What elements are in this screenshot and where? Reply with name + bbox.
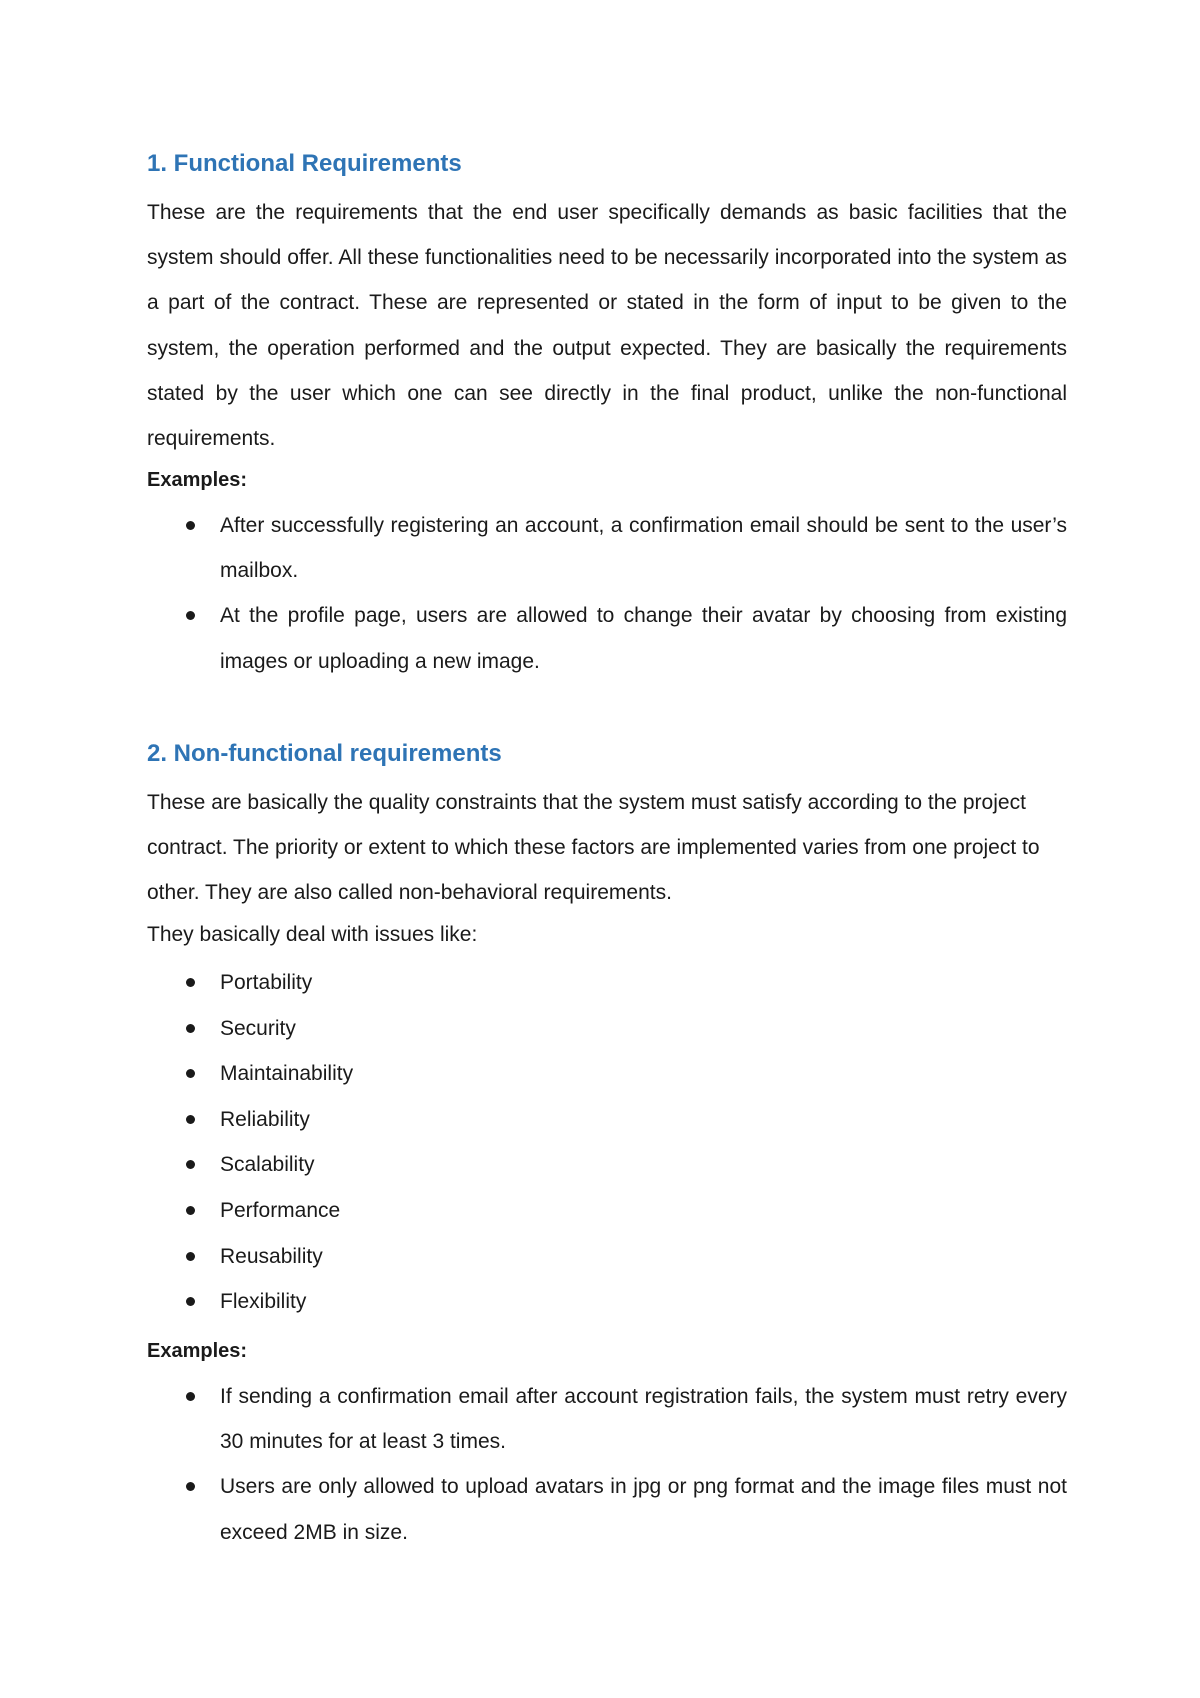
section-1-body: These are the requirements that the end user specifically demands as basic facilities that the system should offer. All these functionalities need to be necessarily incorporated into the system as a part of the contract. These are represented or stated in the form of input to be given to the system, the operation performed and the output expected. They are basically the requirements stated by the user which one can see directly in the final product, unlike the non-functional requirements. bbox=[147, 201, 1067, 451]
bullet-icon bbox=[186, 1069, 195, 1078]
bullet-icon bbox=[186, 1392, 195, 1401]
section-2-examples-list bbox=[147, 1374, 1067, 1555]
list-item-text: Reliability bbox=[220, 1107, 310, 1131]
bullet-icon bbox=[186, 521, 195, 530]
list-item bbox=[147, 1051, 1067, 1097]
list-item bbox=[147, 503, 1067, 593]
section-2-issues-list bbox=[147, 960, 1067, 1325]
list-item-text: Portability bbox=[220, 971, 313, 994]
bullet-icon bbox=[186, 1024, 195, 1033]
bullet-icon bbox=[186, 1252, 195, 1261]
list-item-text: After successfully registering an account, a confirmation email should be sent to the user’s mailbox. bbox=[220, 514, 1067, 583]
section-2-body: These are basically the quality constraints that the system must satisfy according to the project contract. The priority or extent to which these factors are implemented varies from one project to other. They are also called non-behavioral requirements. bbox=[147, 791, 1040, 905]
bullet-icon bbox=[186, 1482, 195, 1491]
list-item bbox=[147, 1188, 1067, 1234]
bullet-icon bbox=[186, 1206, 195, 1215]
list-item-text: Reusability bbox=[220, 1244, 323, 1268]
list-item-text: Performance bbox=[220, 1198, 341, 1222]
list-item-text: If sending a confirmation email after account registration fails, the system must retry every 30 minutes for at least 3 times. bbox=[220, 1385, 1067, 1454]
bullet-icon bbox=[186, 611, 195, 620]
list-item-text: Flexibility bbox=[220, 1290, 307, 1314]
list-item-text: Maintainability bbox=[220, 1062, 354, 1086]
section-1-heading: 1. Functional Requirements bbox=[147, 150, 462, 177]
section-2-examples-label: Examples: bbox=[147, 1340, 248, 1362]
list-item-text: At the profile page, users are allowed to change their avatar by choosing from existing images or uploading a new image. bbox=[220, 604, 1067, 673]
bullet-icon bbox=[186, 1115, 195, 1124]
bullet-icon bbox=[186, 1297, 195, 1306]
list-item bbox=[147, 1464, 1067, 1554]
list-item bbox=[147, 1097, 1067, 1143]
section-1-examples-list bbox=[147, 503, 1067, 684]
list-item bbox=[147, 960, 1067, 1006]
list-item bbox=[147, 1279, 1067, 1325]
section-1-examples-label: Examples: bbox=[147, 469, 248, 491]
list-item bbox=[147, 1142, 1067, 1188]
bullet-icon bbox=[186, 978, 195, 987]
section-2-heading: 2. Non-functional requirements bbox=[147, 740, 502, 767]
list-item-text: Scalability bbox=[220, 1153, 315, 1177]
bullet-icon bbox=[186, 1160, 195, 1169]
list-item bbox=[147, 1006, 1067, 1052]
list-item-text: Security bbox=[220, 1016, 296, 1040]
section-2-issues-intro: They basically deal with issues like: bbox=[147, 923, 478, 946]
list-item-text: Users are only allowed to upload avatars in jpg or png format and the image files must not exceed 2MB in size. bbox=[220, 1475, 1067, 1544]
list-item bbox=[147, 1374, 1067, 1464]
list-item bbox=[147, 593, 1067, 683]
list-item bbox=[147, 1234, 1067, 1280]
